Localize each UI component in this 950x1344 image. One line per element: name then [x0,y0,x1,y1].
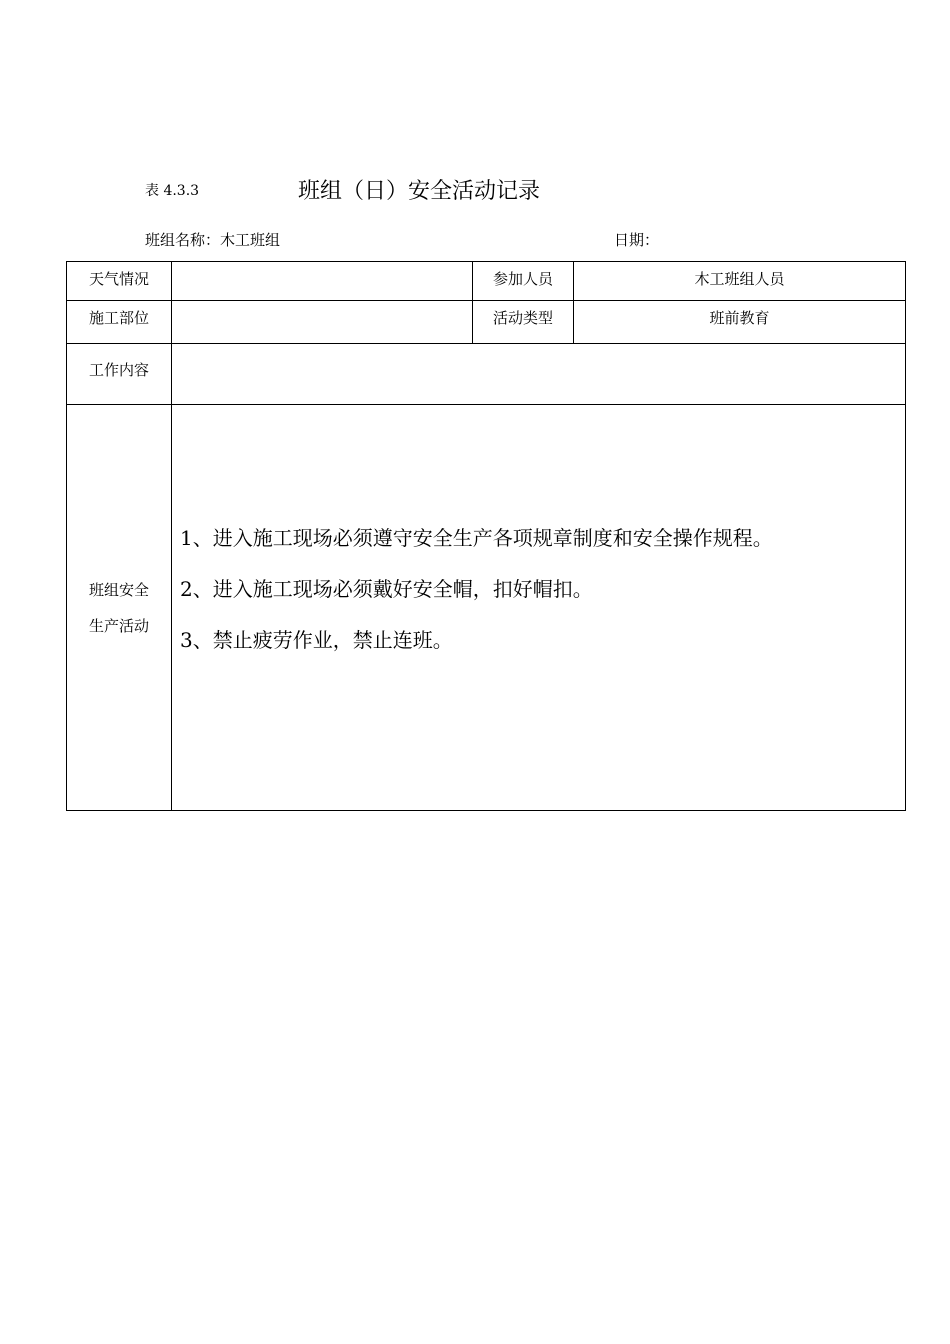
form-code: 表 4.3.3 [145,183,200,199]
weather-value [172,262,473,301]
table-row [67,301,906,344]
participants-value: 木工班组人员 [574,262,906,301]
safety-activity-label-line2: 生产活动 [88,616,149,635]
participants-label: 参加人员 [473,262,574,301]
date-label: 日期： [614,231,660,249]
table-row [67,262,906,301]
safety-rule-2: 2、进入施工现场必须戴好安全帽，扣好帽扣。 [180,577,593,601]
activity-record-table [66,261,906,811]
location-label: 施工部位 [67,301,172,344]
activity-type-label: 活动类型 [473,301,574,344]
table-row [67,344,906,405]
safety-rules-cell [172,405,906,811]
safety-rule-3: 3、禁止疲劳作业，禁止连班。 [180,628,453,652]
safety-activity-label [67,405,172,811]
page-title: 班组（日）安全活动记录 [298,179,541,204]
table-row [67,405,906,811]
location-value [172,301,473,344]
work-content-value [172,344,906,405]
safety-activity-label-line1: 班组安全 [88,580,149,599]
weather-label: 天气情况 [67,262,172,301]
activity-type-value: 班前教育 [574,301,906,344]
team-name: 班组名称：木工班组 [145,231,281,249]
work-content-label: 工作内容 [67,344,172,405]
safety-rule-1: 1、进入施工现场必须遵守安全生产各项规章制度和安全操作规程。 [180,526,773,550]
